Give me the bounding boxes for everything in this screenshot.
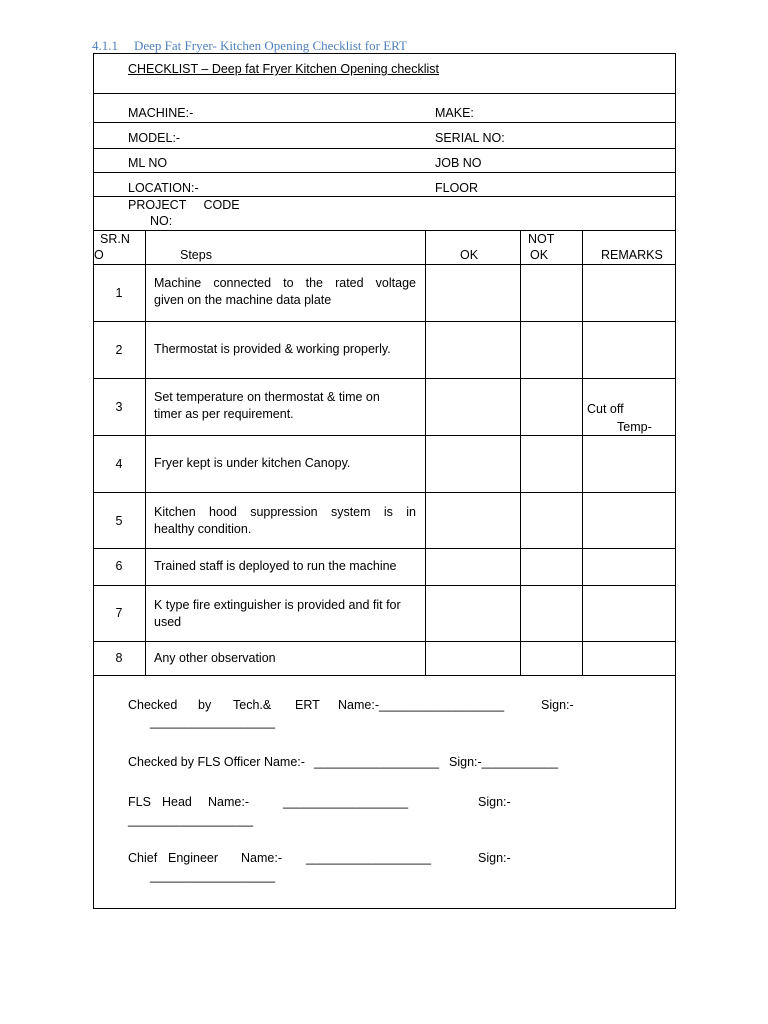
sig-fls-head: FLS (128, 795, 151, 809)
rule-after-model (93, 148, 676, 149)
row-4-step (154, 455, 416, 472)
rule-after-project (93, 230, 676, 231)
row-2-step-line1: Thermostat is provided & working properly. (154, 342, 391, 356)
sig-fls-head-title: Head (162, 795, 192, 809)
sig-fls-officer: Checked by FLS Officer Name:- (128, 755, 305, 769)
row-5-step-line2: healthy condition. (154, 522, 252, 536)
rule-after-machine (93, 122, 676, 123)
rule-row-1 (93, 321, 676, 322)
rule-row-4 (93, 492, 676, 493)
row-3-step-line2: timer as per requirement. (154, 407, 294, 421)
section-number: 4.1.1 (92, 38, 118, 53)
rule-row-6 (93, 585, 676, 586)
row-6-step (154, 558, 416, 575)
sig-fls-officer-name-line: __________________ (314, 755, 440, 769)
header-srno-cont: O (94, 248, 104, 262)
header-not-ok-cont: OK (530, 248, 549, 262)
header-steps: Steps (180, 248, 212, 262)
header-remarks: REMARKS (601, 248, 663, 262)
machine-label: MACHINE:- (128, 106, 194, 120)
col-divider-srno (145, 230, 146, 675)
row-3-srno: 3 (115, 400, 123, 414)
section-heading (92, 38, 407, 54)
row-7-step-line1: K type fire extinguisher is provided and fit for (154, 598, 401, 612)
row-3-step (154, 389, 416, 423)
header-not-ok: NOT (528, 232, 555, 246)
serial-label: SERIAL NO: (435, 131, 505, 145)
sig-tech-by: by (198, 698, 212, 712)
sig-chief-sign-line: __________________ (150, 869, 276, 883)
row-2-srno: 2 (115, 343, 123, 357)
rule-row-8 (93, 675, 676, 676)
project-code-label-cont: NO: (150, 214, 173, 228)
section-title: Deep Fat Fryer- Kitchen Opening Checklist for ERT (134, 38, 407, 53)
row-3-remark-line1: Cut off (587, 402, 624, 416)
sig-tech-name: Name:-__________________ (338, 698, 505, 712)
project-code-label: PROJECT CODE (128, 198, 240, 212)
row-6-step-line1: Trained staff is deployed to run the machine (154, 559, 397, 573)
sig-fls-officer-sign: Sign:-___________ (449, 755, 559, 769)
sig-fls-head-name: Name:- (208, 795, 249, 809)
header-ok: OK (460, 248, 479, 262)
row-2-step (154, 341, 416, 358)
row-5-step-line1: Kitchen hood suppression system is in (154, 505, 416, 519)
row-7-srno: 7 (115, 606, 123, 620)
rule-after-title (93, 93, 676, 94)
sig-fls-head-sign: Sign:- (478, 795, 511, 809)
model-label: MODEL:- (128, 131, 181, 145)
row-8-srno: 8 (115, 651, 123, 665)
row-5-srno: 5 (115, 514, 123, 528)
row-5-step (154, 504, 416, 538)
col-divider-notok (582, 230, 583, 675)
sig-chief: Chief (128, 851, 158, 865)
sig-chief-sign: Sign:- (478, 851, 511, 865)
row-6-srno: 6 (115, 559, 123, 573)
rule-after-header (93, 264, 676, 265)
row-1-srno: 1 (115, 286, 123, 300)
floor-label: FLOOR (435, 181, 479, 195)
sig-tech-role: Tech.& (233, 698, 272, 712)
col-divider-ok (520, 230, 521, 675)
sig-tech-sign: Sign:- (541, 698, 574, 712)
make-label: MAKE: (435, 106, 474, 120)
rule-row-2 (93, 378, 676, 379)
row-7-step (154, 597, 416, 631)
rule-row-7 (93, 641, 676, 642)
sig-chief-title: Engineer (168, 851, 219, 865)
row-3-remark-line2: Temp- (617, 420, 652, 434)
row-3-step-line1: Set temperature on thermostat & time on (154, 390, 380, 404)
col-divider-steps (425, 230, 426, 675)
header-srno: SR.N (100, 232, 130, 246)
sig-tech-checked: Checked (128, 698, 178, 712)
sig-tech-ert: ERT (295, 698, 320, 712)
rule-row-5 (93, 548, 676, 549)
jobno-label: JOB NO (435, 156, 482, 170)
row-4-srno: 4 (115, 457, 123, 471)
sig-fls-head-name-line: __________________ (283, 795, 409, 809)
sig-tech-sign-line: __________________ (150, 715, 276, 729)
row-8-step-line1: Any other observation (154, 651, 276, 665)
sig-chief-name-line: __________________ (306, 851, 432, 865)
row-7-step-line2: used (154, 615, 182, 629)
location-label: LOCATION:- (128, 181, 199, 195)
sig-chief-name: Name:- (241, 851, 282, 865)
mlno-label: ML NO (128, 156, 168, 170)
rule-row-3 (93, 435, 676, 436)
row-1-step-line1: Machine connected to the rated voltage (154, 276, 416, 290)
sig-fls-head-sign-line: __________________ (128, 813, 254, 827)
row-8-step (154, 650, 416, 667)
row-1-step-line2: given on the machine data plate (154, 293, 332, 307)
checklist-title: CHECKLIST – Deep fat Fryer Kitchen Opening checklist (128, 62, 440, 76)
row-1-step (154, 275, 416, 309)
row-4-step-line1: Fryer kept is under kitchen Canopy. (154, 456, 351, 470)
rule-after-mlno (93, 172, 676, 173)
